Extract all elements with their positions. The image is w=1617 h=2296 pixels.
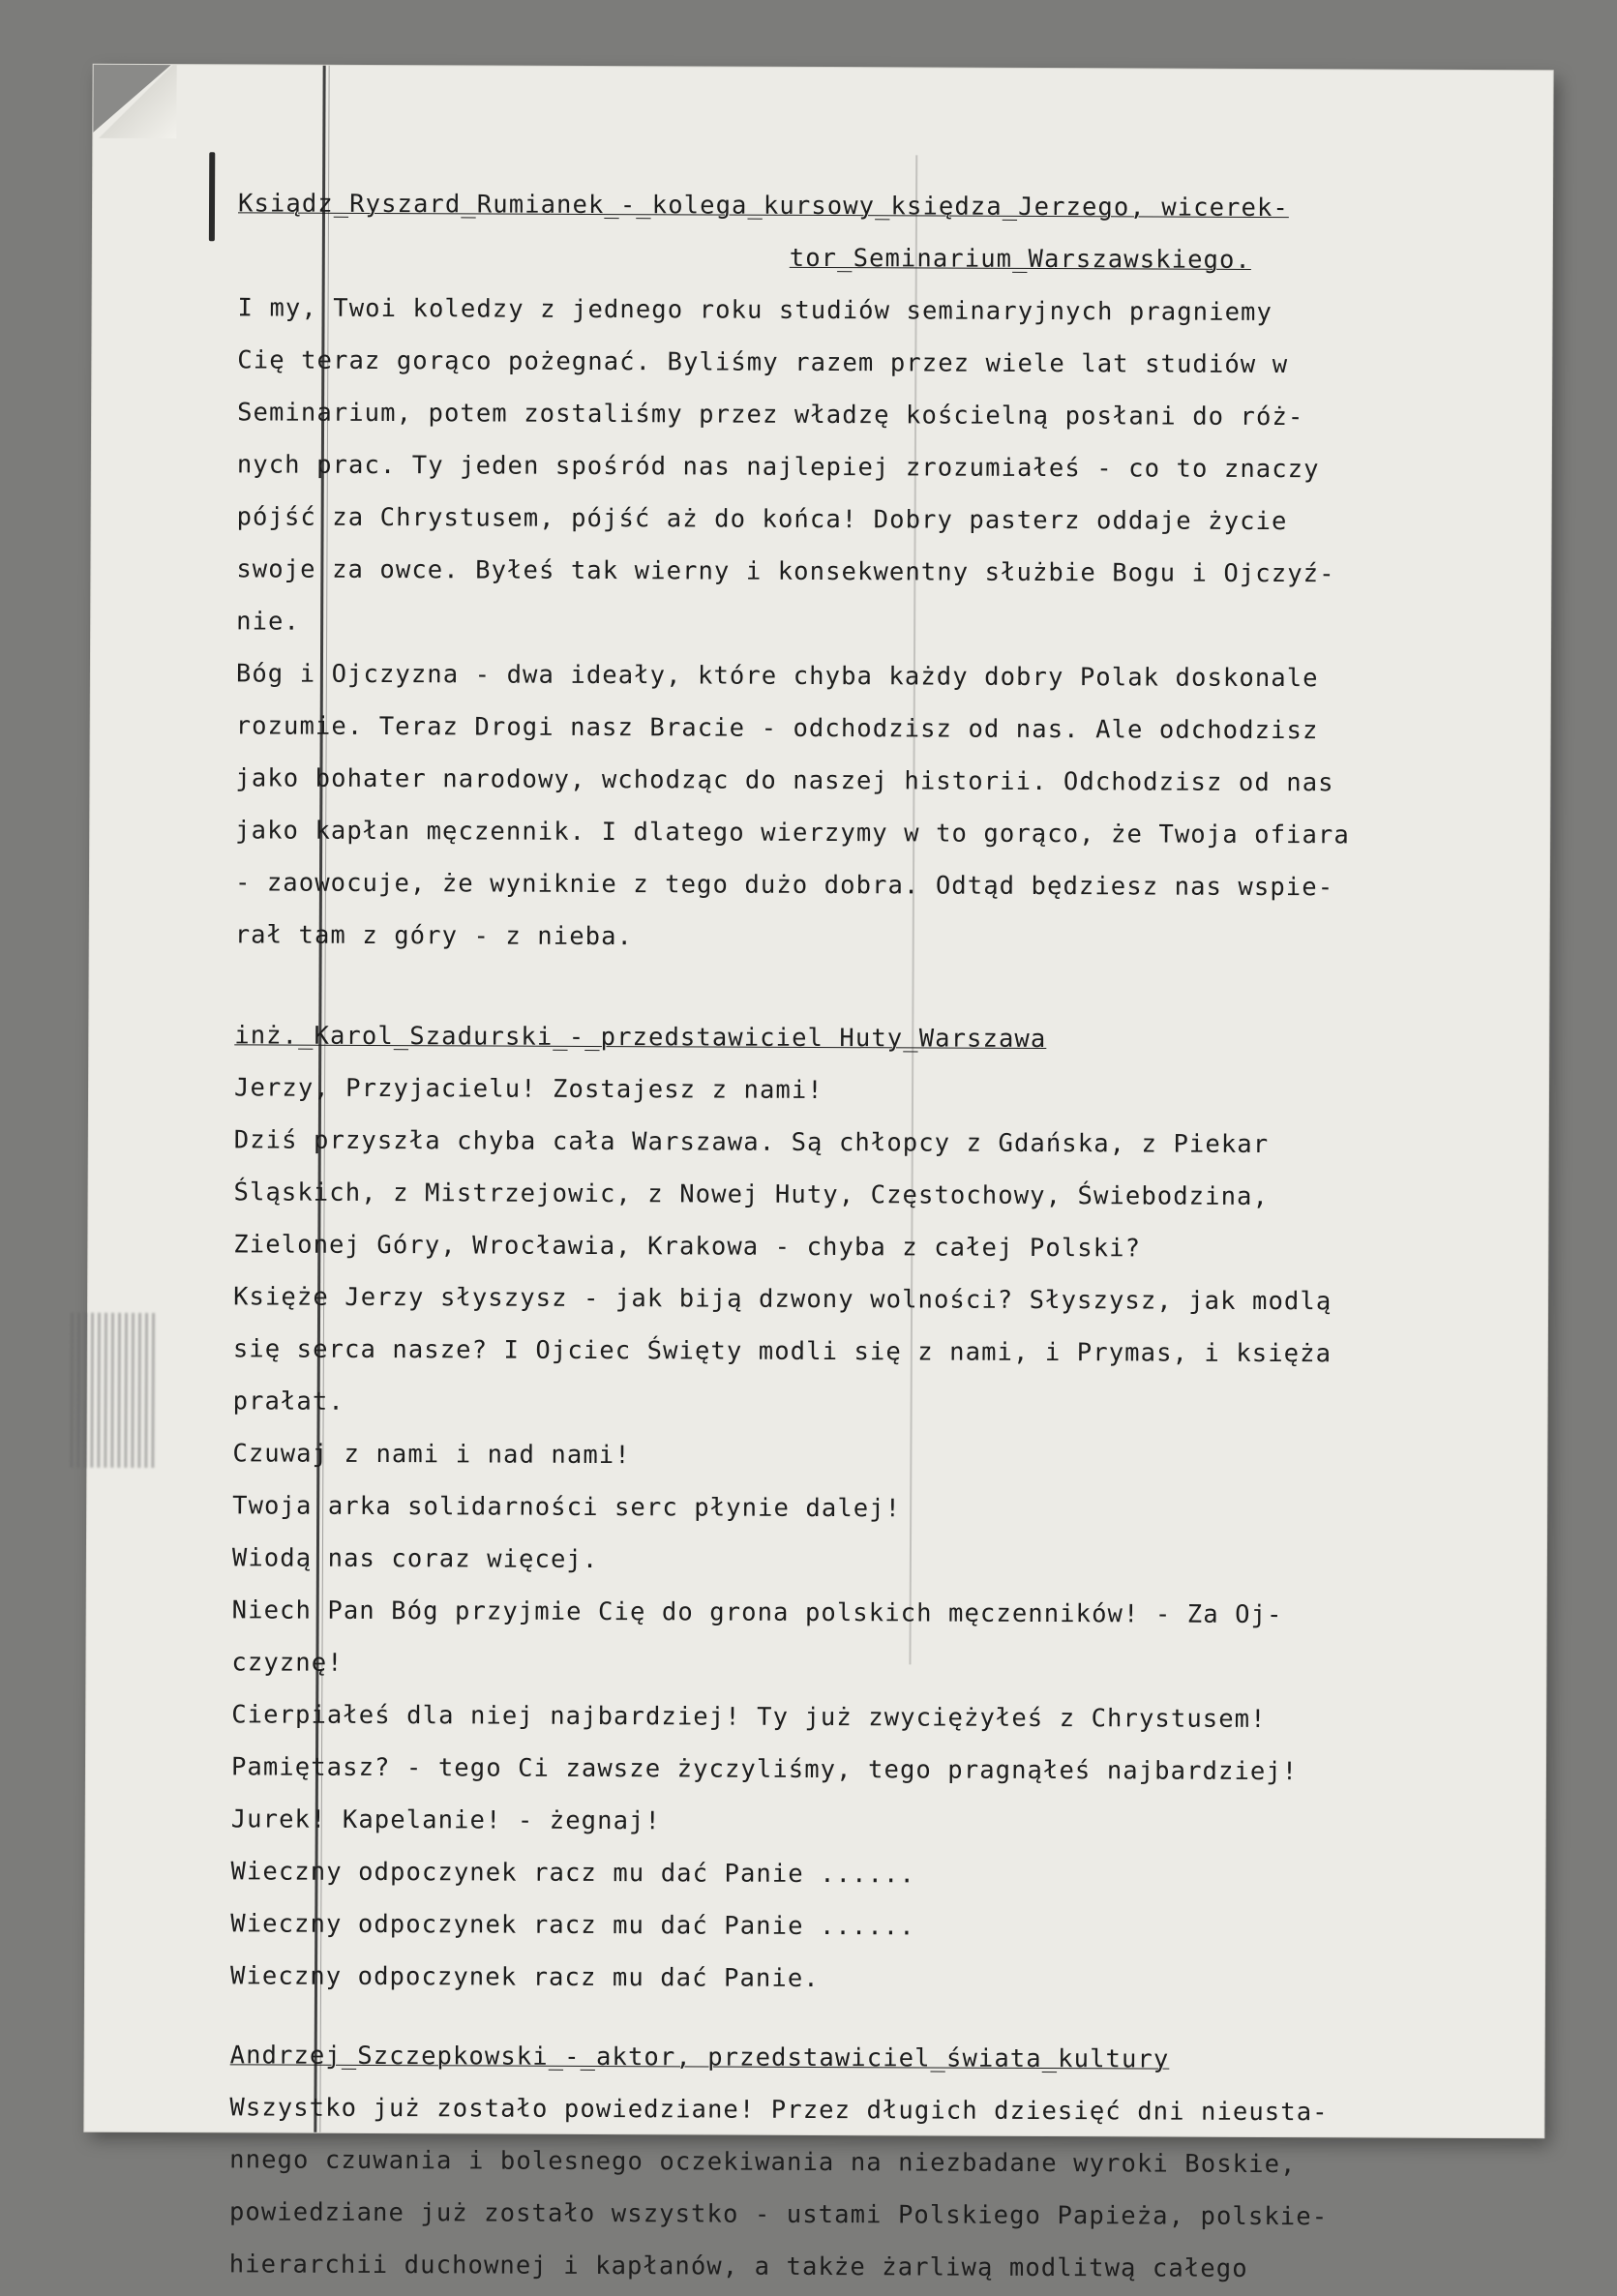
text-line: jako kapłan męczennik. I dlatego wierzymy w to gorąco, że Twoja ofiara <box>235 816 1350 850</box>
text-line: Wiodą nas coraz więcej. <box>231 1543 599 1575</box>
folded-corner <box>93 65 170 133</box>
text-line: Śląskich, z Mistrzejowic, z Nowej Huty, Częstochowy, Świebodzina, <box>233 1178 1270 1212</box>
text-line: - zaowocuje, że wyniknie z tego dużo dobra. Odtąd będziesz nas wspie- <box>234 868 1334 903</box>
text-line: Cię teraz gorąco pożegnać. Byliśmy razem przez wiele lat studiów w <box>237 345 1289 380</box>
section3-heading: Andrzej_Szczepkowski_-_aktor, przedstawiciel_świata_kultury <box>229 2041 1170 2074</box>
text-line: Cierpiałeś dla niej najbardziej! Ty już zwyciężyłeś z Chrystusem! <box>231 1700 1267 1735</box>
text-line: rozumie. Teraz Drogi nasz Bracie - odchodzisz od nas. Ale odchodzisz <box>235 711 1319 746</box>
section1-heading-line2: tor_Seminarium_Warszawskiego. <box>789 243 1251 275</box>
text-line: czyznę! <box>231 1648 344 1678</box>
text-line: Dziś przyszła chyba cała Warszawa. Są chłopcy z Gdańska, z Piekar <box>233 1125 1270 1160</box>
section1-heading-line1: Ksiądz_Ryszard_Rumianek_-_kolega_kursowy_księdza_Jerzego, wicerek- <box>237 189 1289 224</box>
text-line: Zielonej Góry, Wrocławia, Krakowa - chyba z całej Polski? <box>233 1230 1142 1264</box>
text-line: Wieczny odpoczynek racz mu dać Panie ...... <box>230 1909 915 1942</box>
ink-smudge <box>70 1313 158 1468</box>
text-line: Niech Pan Bóg przyjmie Cię do grona polskich męczenników! - Za Oj- <box>231 1595 1283 1630</box>
text-line: Pamiętasz? - tego Ci zawsze życzyliśmy, tego pragnąłeś najbardziej! <box>230 1752 1299 1787</box>
text-line: I my, Twoi koledzy z jednego roku studiów seminaryjnych pragniemy <box>237 293 1273 328</box>
text-line: powiedziane już zostało wszystko - ustami Polskiego Papieża, polskie- <box>228 2197 1329 2232</box>
text-line: Wieczny odpoczynek racz mu dać Panie ...... <box>230 1857 916 1890</box>
text-line: rał tam z góry - z nieba. <box>234 920 634 952</box>
text-line: prałat. <box>232 1387 344 1416</box>
text-line: swoje za owce. Byłeś tak wierny i konsekwentny służbie Bogu i Ojczyź- <box>236 554 1335 589</box>
text-line: jako bohater narodowy, wchodząc do naszej historii. Odchodzisz od nas <box>235 763 1334 798</box>
typed-text <box>229 177 1526 2296</box>
text-line: się serca nasze? I Ojciec Święty modli się z nami, i Prymas, i księża <box>232 1334 1333 1369</box>
text-line: Wszystko już zostało powiedziane! Przez długich dziesięć dni nieusta- <box>229 2093 1329 2128</box>
text-line: Bóg i Ojczyzna - dwa ideały, które chyba każdy dobry Polak doskonale <box>235 659 1319 694</box>
text-line: pójść za Chrystusem, pójść aż do końca! Dobry pasterz oddaje życie <box>236 502 1288 537</box>
text-line: Seminarium, potem zostaliśmy przez władzę kościelną posłani do róż- <box>237 398 1304 432</box>
text-line: Twoja arka solidarności serc płynie dalej! <box>232 1491 902 1524</box>
text-line: Jurek! Kapelanie! - żegnaj! <box>230 1804 662 1836</box>
text-line: nie. <box>236 607 301 637</box>
text-line: nnego czuwania i bolesnego oczekiwania na niezbadane wyroki Boskie, <box>229 2145 1297 2180</box>
text-line: Czuwaj z nami i nad nami! <box>232 1439 631 1471</box>
text-line: hierarchii duchownej i kapłanów, a także żarliwą modlitwą całego <box>228 2250 1248 2283</box>
text-line: nych prac. Ty jeden spośród nas najlepiej zrozumiałeś - co to znaczy <box>236 450 1320 485</box>
paper-sheet <box>84 65 1552 2283</box>
pen-mark <box>209 152 215 241</box>
section2-heading: inż._Karol_Szadurski_-_przedstawiciel Huty_Warszawa <box>234 1021 1047 1055</box>
text-line: Jerzy, Przyjacielu! Zostajesz z nami! <box>233 1073 823 1106</box>
text-line: Księże Jerzy słyszysz - jak biją dzwony wolności? Słyszysz, jak modlą <box>233 1282 1333 1317</box>
text-line: Wieczny odpoczynek racz mu dać Panie. <box>229 1961 820 1994</box>
